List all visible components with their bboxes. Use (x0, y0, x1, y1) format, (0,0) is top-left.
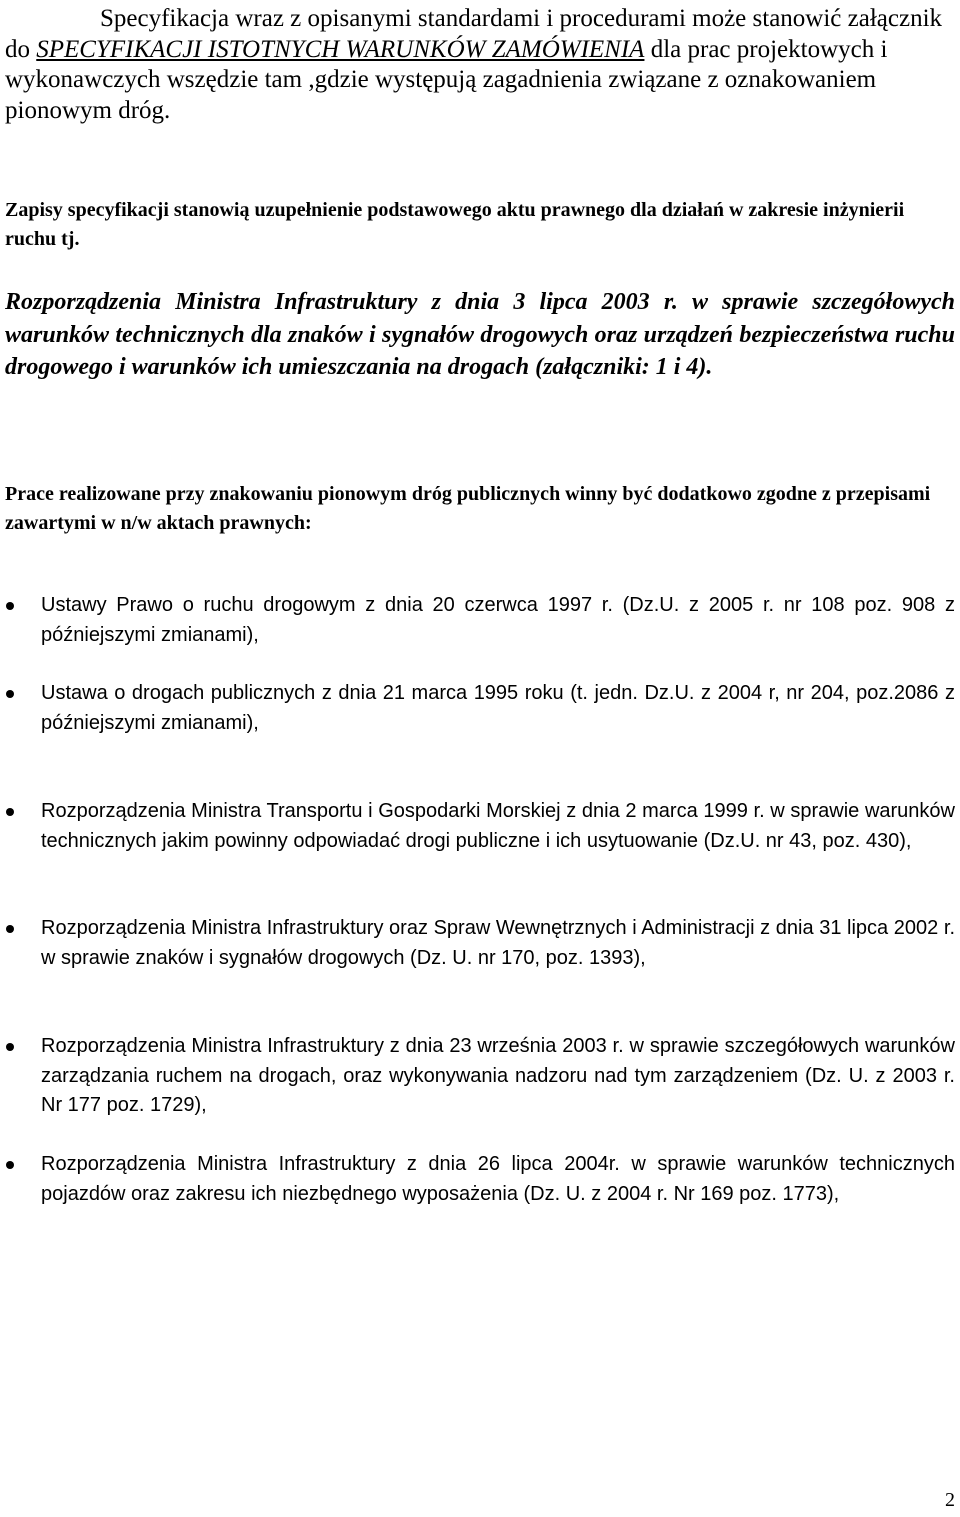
legal-act-text: Rozporządzenia Ministra Infrastruktury z dnia 23 września 2003 r. w sprawie szczegółowych warunków zarządzania ruchem na drogach, oraz wykonywania nadzoru nad tym zarządzeniem (Dz. U. z 2003 r. Nr 177 poz. 1729), (41, 1035, 955, 1116)
legal-act-text: Ustawy Prawo o ruchu drogowym z dnia 20 czerwca 1997 r. (Dz.U. z 2005 r. nr 108 poz. 908 z późniejszymi zmianami), (41, 594, 955, 646)
bullet-icon (6, 808, 14, 816)
legal-act-text: Rozporządzenia Ministra Infrastruktury z dnia 26 lipca 2004r. w sprawie warunków technicznych pojazdów oraz zakresu ich niezbędnego wyposażenia (Dz. U. z 2004 r. Nr 169 poz. 1773), (41, 1153, 955, 1205)
siwz-reference: SPECYFIKACJI ISTOTNYCH WARUNKÓW ZAMÓWIENIA (36, 35, 645, 63)
bullet-icon (6, 1161, 14, 1169)
bullet-icon (6, 602, 14, 610)
intro-paragraph (5, 4, 955, 126)
legal-act-text: Rozporządzenia Ministra Infrastruktury oraz Spraw Wewnętrznych i Administracji z dnia 31 lipca 2002 r. w sprawie znaków i sygnałów drogowych (Dz. U. nr 170, poz. 1393), (41, 917, 955, 969)
legal-act-text: Rozporządzenia Ministra Transportu i Gospodarki Morskiej z dnia 2 marca 1999 r. w sprawie warunków technicznych jakim powinny odpowiadać drogi publiczne i ich usytuowanie (Dz.U. nr 43, poz. 430), (41, 800, 955, 852)
bullet-icon (6, 925, 14, 933)
bullet-icon (6, 690, 14, 698)
legal-act-text: Ustawa o drogach publicznych z dnia 21 marca 1995 roku (t. jedn. Dz.U. z 2004 r, nr 204, poz.2086 z późniejszymi zmianami), (41, 682, 955, 734)
bullet-icon (6, 1043, 14, 1051)
intro-text-before: Specyfikacja wraz z opisanymi standardami i procedurami może stanowić załącznik do (5, 5, 943, 63)
works-note: Prace realizowane przy znakowaniu pionowym dróg publicznych winny być dodatkowo zgodne z przepisami zawartymi w n/w aktach prawnych: (5, 483, 931, 534)
main-regulation: Rozporządzenia Ministra Infrastruktury z dnia 3 lipca 2003 r. w sprawie szczegółowych warunków technicznych dla znaków i sygnałów drogowych oraz urządzeń bezpieczeństwa ruchu drogowego i warunków ich umieszczania na drogach (załączniki: 1 i 4). (5, 289, 955, 380)
page-number: 2 (945, 1489, 955, 1511)
supplement-note: Zapisy specyfikacji stanowią uzupełnienie podstawowego aktu prawnego dla działań w zakresie inżynierii ruchu tj. (5, 199, 905, 250)
intro-text-after: dla prac projektowych i wykonawczych wszędzie tam ,gdzie występują zagadnienia związane z oznakowaniem pionowym dróg. (5, 35, 888, 124)
